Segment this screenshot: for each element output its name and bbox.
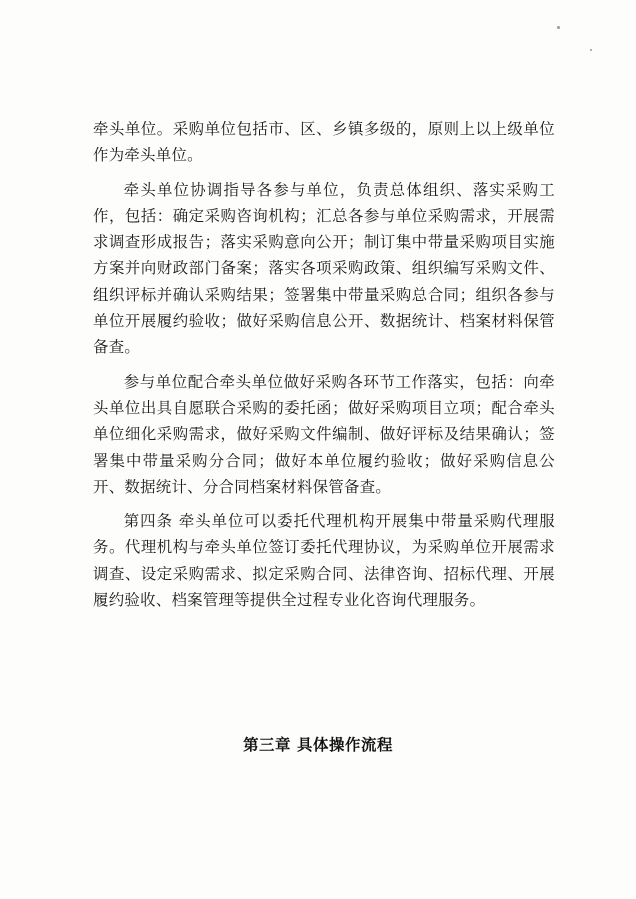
paragraph-article-four: 第四条 牵头单位可以委托代理机构开展集中带量采购代理服务。代理机构与牵头单位签订委托代理协议，为采购单位开展需求调查、设定采购需求、拟定采购合同、法律咨询、招标代理、开展履约验收、档案管理等提供全过程专业化咨询代理服务。: [93, 512, 555, 610]
paragraph-lead-unit-duties: 牵头单位协调指导各参与单位，负责总体组织、落实采购工作，包括：确定采购咨询机构；汇总各参与单位采购需求，开展需求调查形成报告；落实采购意向公开；制订集中带量采购项目实施方案并向财政部门备案；落实各项采购政策、组织编写采购文件、组织评标并确认采购结果；签署集中带量采购总合同；组织各参与单位开展履约验收；做好采购信息公开、数据统计、档案材料保管备查。: [93, 180, 555, 357]
chapter-title: 第三章 具体操作流程: [243, 736, 393, 754]
scan-speck: [557, 26, 560, 29]
paragraph-continuation: 牵头单位。采购单位包括市、区、乡镇多级的，原则上以上级单位作为牵头单位。: [93, 120, 555, 165]
scan-speck: [590, 49, 592, 51]
body-text: [93, 116, 555, 613]
paragraph-participant-duties: 参与单位配合牵头单位做好采购各环节工作落实，包括：向牵头单位出具自愿联合采购的委托函；做好采购项目立项；配合牵头单位细化采购需求，做好采购文件编制、做好评标及结果确认；签署集中带量采购分合同；做好本单位履约验收；做好采购信息公开、数据统计、分合同档案材料保管备查。: [93, 372, 555, 496]
